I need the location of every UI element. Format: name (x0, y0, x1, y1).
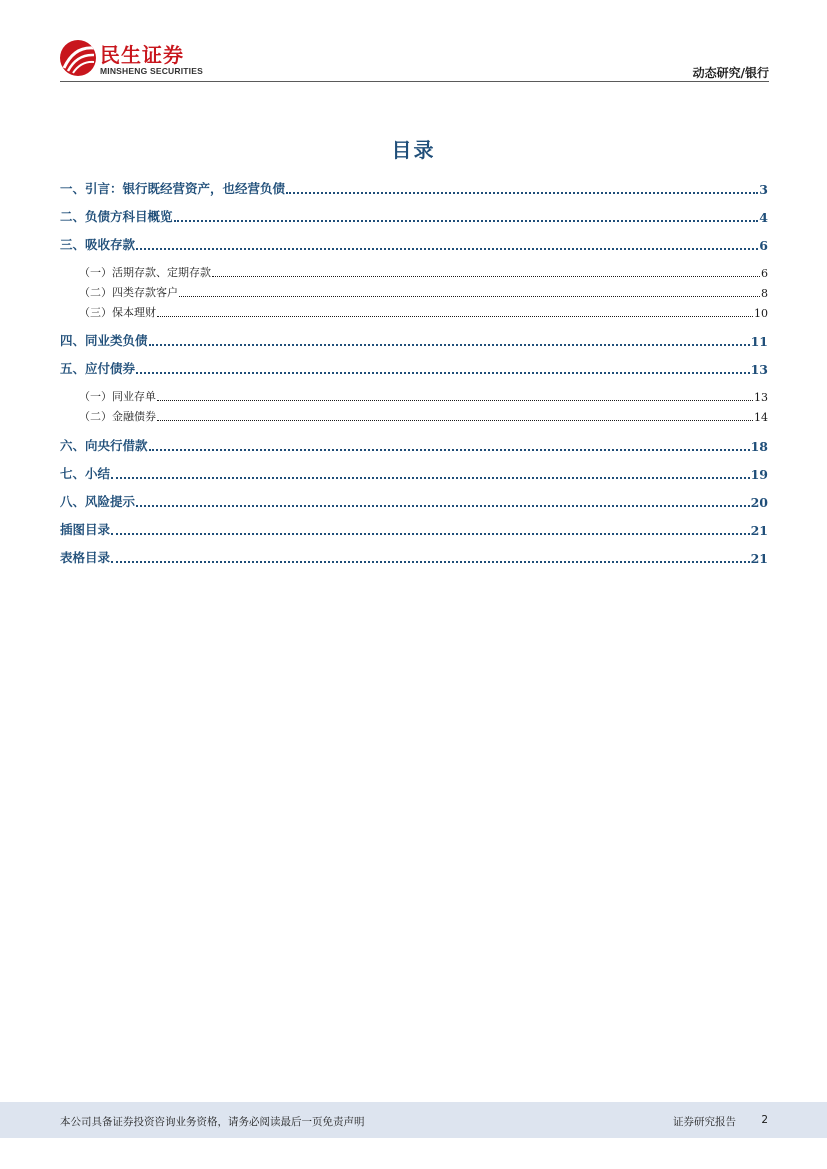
footer-disclaimer: 本公司具备证券投资咨询业务资格，请务必阅读最后一页免责声明 (60, 1116, 365, 1128)
toc-entry[interactable] (60, 207, 768, 225)
toc-entry-label: 插图目录 (60, 522, 111, 537)
toc-entry-page: 11 (750, 334, 768, 349)
toc-entry-label: 五、应付债券 (60, 361, 136, 376)
report-category: 动态研究/银行 (692, 66, 769, 80)
toc-entry-label: （一）活期存款、定期存款 (79, 266, 211, 279)
toc-entry[interactable] (60, 548, 768, 566)
minsheng-logo-icon (60, 40, 96, 76)
toc-entry-page: 3 (759, 182, 768, 197)
toc-entry-page: 18 (750, 439, 768, 454)
toc-entry[interactable] (60, 464, 768, 482)
toc-entry-label: 七、小结 (60, 466, 111, 481)
toc-entry-label: 三、吸收存款 (60, 237, 136, 252)
dot-leader (111, 561, 750, 563)
toc-title: 目录 (391, 138, 436, 162)
toc-subentry[interactable] (60, 408, 768, 424)
toc-entry-page: 19 (750, 467, 768, 482)
dot-leader (174, 220, 759, 222)
toc-entry[interactable] (60, 520, 768, 538)
toc-entry[interactable] (60, 492, 768, 510)
toc-subentry[interactable] (60, 264, 768, 280)
dot-leader (286, 192, 758, 194)
toc-entry-label: 六、向央行借款 (60, 438, 148, 453)
page-footer (0, 1102, 827, 1138)
toc-entry-page: 13 (750, 362, 768, 377)
toc-subentry[interactable] (60, 284, 768, 300)
toc-entry-page: 6 (761, 267, 768, 280)
toc-entry[interactable] (60, 331, 768, 349)
toc-entry-page: 21 (750, 551, 768, 566)
toc-entry-page: 21 (750, 523, 768, 538)
logo-chinese-name: 民生证券 (100, 43, 184, 67)
toc-entry-page: 6 (759, 238, 768, 253)
toc-entry-page: 8 (761, 287, 768, 300)
logo-english-name: MINSHENG SECURITIES (100, 66, 203, 76)
dot-leader (136, 372, 750, 374)
toc-entry-label: （二）金融债券 (79, 410, 156, 423)
header-divider (60, 81, 769, 82)
page-number: 2 (761, 1114, 768, 1126)
dot-leader (136, 248, 758, 250)
dot-leader (149, 449, 750, 451)
dot-leader (136, 505, 750, 507)
dot-leader (111, 533, 750, 535)
toc-entry[interactable] (60, 235, 768, 253)
page-header (60, 38, 769, 82)
toc-subentry[interactable] (60, 304, 768, 320)
toc-entry-label: 一、引言：银行既经营资产，也经营负债 (60, 181, 286, 196)
dot-leader (149, 344, 750, 346)
toc-entry-label: （二）四类存款客户 (79, 286, 178, 299)
toc-entry-label: （一）同业存单 (79, 390, 156, 403)
toc-entry-label: （三）保本理财 (79, 306, 156, 319)
toc-subentry[interactable] (60, 388, 768, 404)
toc-entry-page: 13 (754, 391, 768, 404)
company-logo (60, 38, 220, 80)
toc-entry[interactable] (60, 359, 768, 377)
toc-entry[interactable] (60, 179, 768, 197)
toc-entry[interactable] (60, 436, 768, 454)
toc-entry-page: 4 (759, 210, 768, 225)
toc-entry-page: 14 (754, 411, 768, 424)
dot-leader (157, 420, 753, 421)
toc-entry-page: 10 (754, 307, 768, 320)
toc-entry-label: 四、同业类负债 (60, 333, 148, 348)
footer-report-type: 证券研究报告 (673, 1116, 736, 1128)
dot-leader (212, 276, 760, 277)
dot-leader (157, 316, 753, 317)
toc-entry-label: 八、风险提示 (60, 494, 136, 509)
dot-leader (157, 400, 753, 401)
dot-leader (179, 296, 760, 297)
toc-entry-label: 二、负债方科目概览 (60, 209, 173, 224)
toc-entry-page: 20 (750, 495, 768, 510)
toc-entry-label: 表格目录 (60, 550, 111, 565)
dot-leader (111, 477, 750, 479)
